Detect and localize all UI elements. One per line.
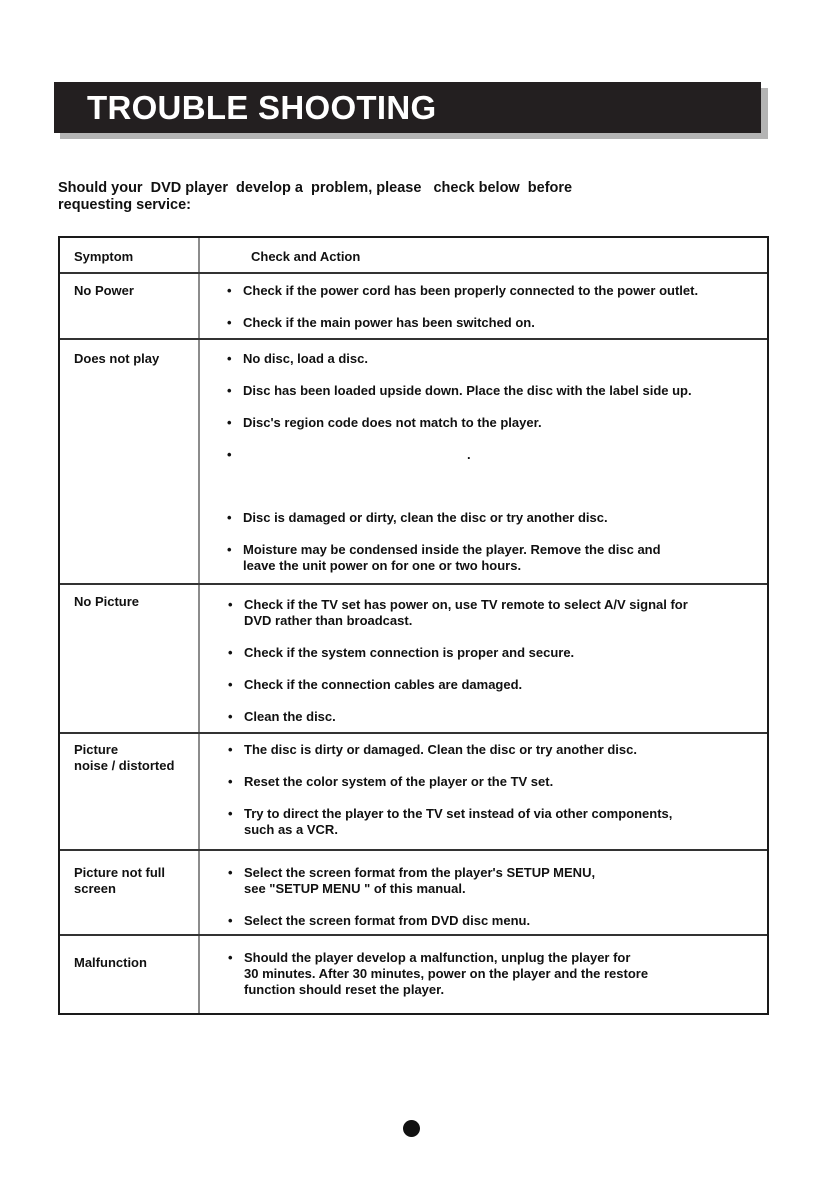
row-separator <box>60 338 767 340</box>
action-text: Check if the TV set has power on, use TV remote to select A/V signal for <box>244 597 688 612</box>
row-separator <box>60 272 767 274</box>
bullet-icon: • <box>227 351 232 366</box>
bullet-icon: • <box>228 913 233 928</box>
bullet-icon: • <box>227 315 232 330</box>
bullet-icon: • <box>227 383 232 398</box>
action-text: 30 minutes. After 30 minutes, power on the player and the restore <box>244 966 649 981</box>
symptom-label: Malfunction <box>74 955 147 970</box>
intro-text <box>58 180 678 214</box>
bullet-icon: • <box>228 709 233 724</box>
bullet-icon: • <box>228 677 233 692</box>
bullet-icon: • <box>228 774 233 789</box>
bullet-icon: • <box>227 542 232 557</box>
symptom-label: No Picture <box>74 594 140 609</box>
symptom-label: Picture not full <box>74 865 165 880</box>
action-text: Check if the connection cables are damaged. <box>244 677 523 692</box>
column-divider <box>198 238 200 1013</box>
action-text: Check if the main power has been switched on. <box>243 315 535 330</box>
row-separator <box>60 583 767 585</box>
action-text: Should the player develop a malfunction, unplug the player for <box>244 950 631 965</box>
bullet-icon: • <box>227 510 232 525</box>
troubleshooting-table <box>58 236 769 1015</box>
action-text: Check if the system connection is proper and secure. <box>244 645 575 660</box>
action-text: Select the screen format from DVD disc menu. <box>244 913 531 928</box>
action-text: Select the screen format from the player's SETUP MENU, <box>244 865 596 880</box>
symptom-label: Picture <box>74 742 119 757</box>
action-text: Disc has been loaded upside down. Place the disc with the label side up. <box>243 383 692 398</box>
action-text: . <box>467 447 471 462</box>
intro-line-1: Should your DVD player develop a problem, please check below before <box>58 180 573 196</box>
row-separator <box>60 732 767 734</box>
symptom-label: Does not play <box>74 351 160 366</box>
action-text: Clean the disc. <box>244 709 336 724</box>
action-text: Check if the power cord has been properly connected to the power outlet. <box>243 283 699 298</box>
action-text: leave the unit power on for one or two hours. <box>243 558 522 573</box>
bullet-icon: • <box>228 865 233 880</box>
bullet-icon: • <box>227 283 232 298</box>
action-text: No disc, load a disc. <box>243 351 368 366</box>
symptom-label: noise / distorted <box>74 758 175 773</box>
bullet-icon: • <box>227 415 232 430</box>
action-text: Disc's region code does not match to the player. <box>243 415 542 430</box>
action-text: function should reset the player. <box>244 982 445 997</box>
action-text: DVD rather than broadcast. <box>244 613 413 628</box>
bullet-icon: • <box>227 447 232 462</box>
symptom-label: No Power <box>74 283 134 298</box>
row-separator <box>60 849 767 851</box>
action-text: The disc is dirty or damaged. Clean the disc or try another disc. <box>244 742 637 757</box>
bullet-icon: • <box>228 597 233 612</box>
action-text: Disc is damaged or dirty, clean the disc or try another disc. <box>243 510 608 525</box>
intro-line-2: requesting service: <box>58 197 191 213</box>
action-text: such as a VCR. <box>244 822 338 837</box>
symptom-label: screen <box>74 881 116 896</box>
row-separator <box>60 934 767 936</box>
action-text: Try to direct the player to the TV set instead of via other components, <box>244 806 673 821</box>
bullet-icon: • <box>228 806 233 821</box>
action-text: Moisture may be condensed inside the player. Remove the disc and <box>243 542 661 557</box>
action-text: see "SETUP MENU " of this manual. <box>244 881 466 896</box>
page-number-dot <box>403 1120 420 1137</box>
header-action: Check and Action <box>251 249 361 264</box>
bullet-icon: • <box>228 645 233 660</box>
page-title: TROUBLE SHOOTING <box>54 82 761 133</box>
bullet-icon: • <box>228 950 233 965</box>
header-symptom: Symptom <box>74 249 134 264</box>
action-text: Reset the color system of the player or the TV set. <box>244 774 554 789</box>
bullet-icon: • <box>228 742 233 757</box>
